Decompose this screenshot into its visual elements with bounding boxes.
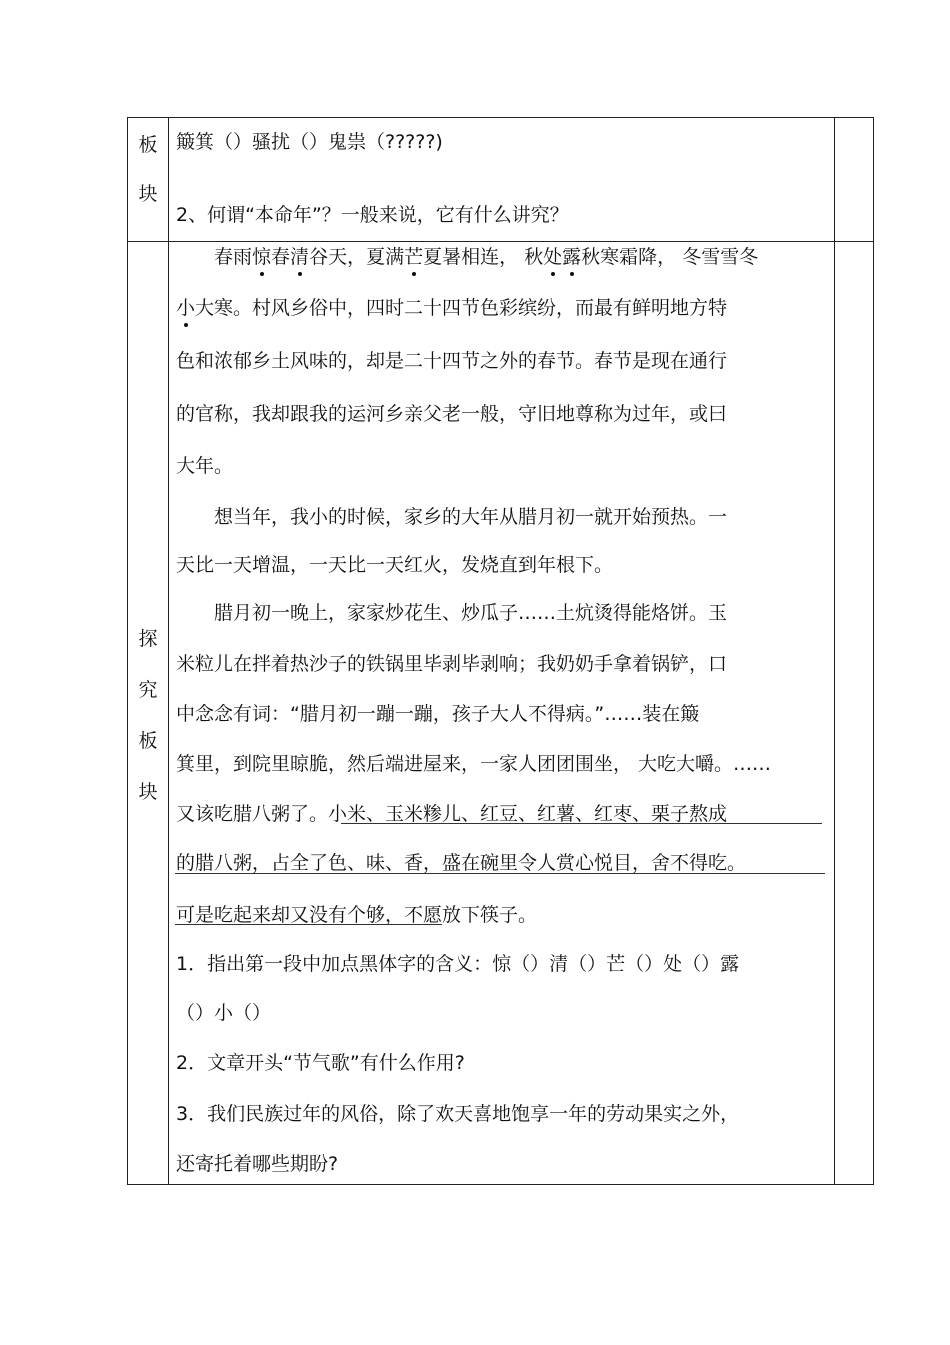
question-3-continued: 还寄托着哪些期盼? [176, 1153, 339, 1175]
top-row-label [128, 130, 168, 206]
question-2: 2．文章开头“节气歌”有什么作用? [176, 1052, 465, 1074]
dotted-char: 小 [176, 297, 196, 319]
passage-line: 的腊八粥，占全了色、味、香，盛在碗里令人赏心悦目，舍不得吃。 [176, 852, 747, 874]
underline [341, 823, 822, 824]
question-1-continued: （）小（） [176, 1002, 272, 1024]
label-char: 板 [138, 730, 158, 752]
label-char: 探 [138, 628, 158, 650]
passage-line: 春雨惊春清谷天，夏满芒夏暑相连， 秋处露秋寒霜降， 冬雪雪冬 [176, 246, 759, 268]
underline [175, 873, 825, 874]
underline [175, 924, 442, 925]
passage-line: 中念念有词：“腊月初一蹦一蹦，孩子大人不得病。”……装在簸 [176, 703, 700, 725]
question-1: 1．指出第一段中加点黑体字的含义：惊（）清（）芒（）处（）露 [176, 953, 740, 975]
passage-line: 大年。 [176, 455, 234, 477]
dotted-char: 芒 [404, 246, 424, 268]
passage-line: 腊月初一晚上，家家炒花生、炒瓜子……土炕烫得能烙饼。玉 [176, 602, 728, 624]
passage-line: 天比一天增温，一天比一天红火，发烧直到年根下。 [176, 554, 614, 576]
vocab-line: 簸箕（）骚扰（）鬼祟（?????) [176, 131, 443, 153]
passage-line: 想当年，我小的时候，家乡的大年从腊月初一就开始预热。一 [176, 506, 728, 528]
main-row-label [128, 624, 168, 804]
dotted-char: 露 [562, 246, 582, 268]
dotted-char: 惊 [252, 246, 272, 268]
passage-line: 可是吃起来却又没有个够，不愿放下筷子。 [176, 904, 538, 926]
passage-line: 小大寒。村风乡俗中，四时二十四节色彩缤纷，而最有鲜明地方特 [176, 297, 728, 319]
label-char: 块 [138, 183, 158, 205]
label-char: 究 [138, 679, 158, 701]
question-3: 3．我们民族过年的风俗，除了欢天喜地饱享一年的劳动果实之外， [176, 1103, 740, 1125]
label-char: 板 [138, 134, 158, 156]
dotted-char: 处 [543, 246, 563, 268]
passage-line: 的官称，我却跟我的运河乡亲父老一般，守旧地尊称为过年，或曰 [176, 403, 728, 425]
question-benmingnian: 2、何谓“本命年”？一般来说，它有什么讲究？ [176, 204, 569, 226]
passage-line: 又该吃腊八粥了。小米、玉米糁儿、红豆、红薯、红枣、栗子熬成 [176, 803, 728, 825]
row-divider [128, 241, 873, 242]
dotted-char: 清 [290, 246, 310, 268]
column-divider-left [168, 118, 169, 1184]
passage-line: 米粒儿在拌着热沙子的铁锅里毕剥毕剥响；我奶奶手拿着锅铲，口 [176, 653, 728, 675]
worksheet-table [127, 117, 874, 1185]
passage-line: 色和浓郁乡土风味的，却是二十四节之外的春节。春节是现在通行 [176, 350, 728, 372]
label-char: 块 [138, 781, 158, 803]
passage-line: 箕里，到院里晾脆，然后端进屋来，一家人团团围坐， 大吃大嚼。…… [176, 753, 772, 775]
column-divider-right [834, 118, 835, 1184]
